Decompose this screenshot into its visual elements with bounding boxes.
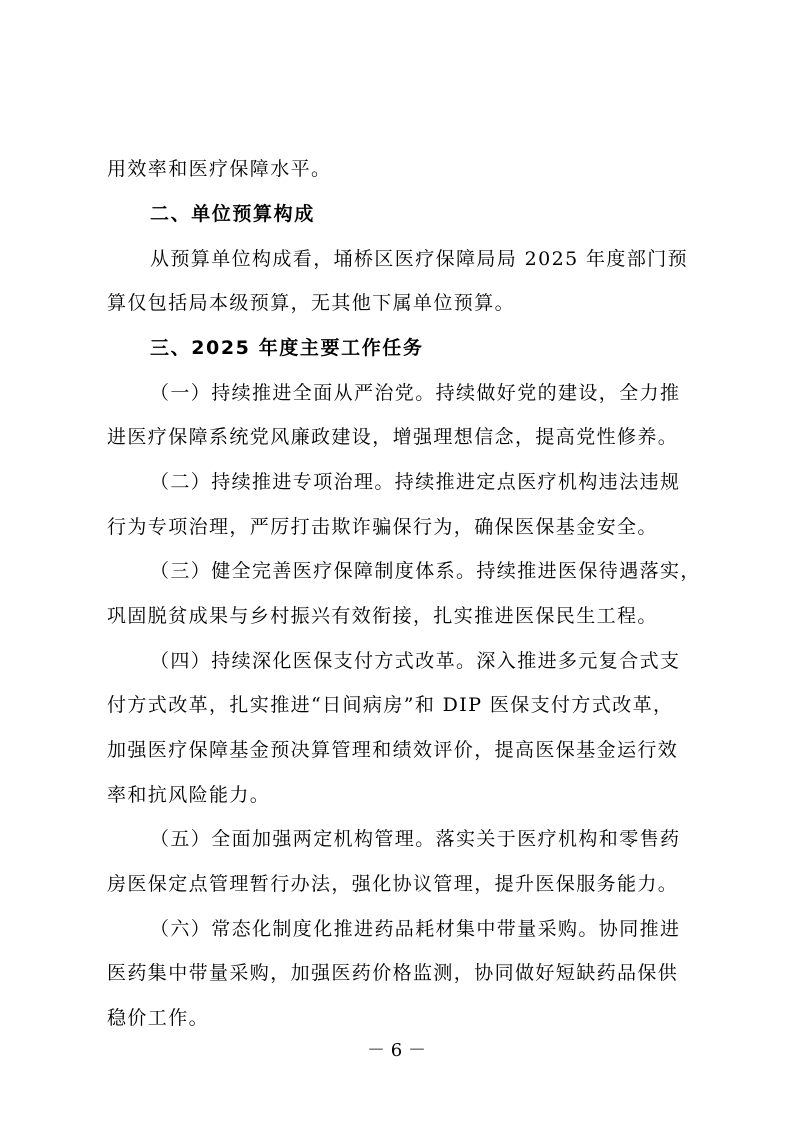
page-number: － 6 － (367, 1040, 426, 1061)
paragraph-line: 医药集中带量采购，加强医药价格监测，协同做好短缺药品保供 (107, 962, 679, 984)
paragraph-line: 率和抗风险能力。 (107, 784, 271, 806)
paragraph-line: （一）持续推进全面从严治党。持续做好党的建设，全力推 (150, 382, 681, 404)
paragraph-line: （六）常态化制度化推进药品耗材集中带量采购。协同推进 (150, 918, 681, 940)
paragraph-line: 稳价工作。 (107, 1007, 210, 1029)
paragraph-line: 加强医疗保障基金预决算管理和绩效评价，提高医保基金运行效 (107, 739, 679, 761)
paragraph-line: 巩固脱贫成果与乡村振兴有效衔接，扎实推进医保民生工程。 (107, 605, 658, 627)
paragraph-line: 付方式改革，扎实推进“日间病房”和 DIP 医保支付方式改革， (107, 694, 674, 716)
section-heading-budget-units: 二、单位预算构成 (150, 203, 315, 225)
paragraph-line: 进医疗保障系统党风廉政建设，增强理想信念，提高党性修养。 (107, 426, 679, 448)
paragraph-line: （四）持续深化医保支付方式改革。深入推进多元复合式支 (150, 650, 681, 672)
paragraph-line: （五）全面加强两定机构管理。落实关于医疗机构和零售药 (150, 828, 681, 850)
paragraph-line: 房医保定点管理暂行办法，强化协议管理，提升医保服务能力。 (107, 873, 679, 895)
paragraph-line: 算仅包括局本级预算，无其他下属单位预算。 (107, 292, 516, 314)
paragraph-line: 用效率和医疗保障水平。 (107, 158, 332, 180)
paragraph-line: 行为专项治理，严厉打击欺诈骗保行为，确保医保基金安全。 (107, 516, 658, 538)
paragraph-line: （三）健全完善医疗保障制度体系。持续推进医保待遇落实， (150, 560, 701, 582)
paragraph-line: （二）持续推进专项治理。持续推进定点医疗机构违法违规 (150, 471, 681, 493)
paragraph-line: 从预算单位构成看，埇桥区医疗保障局局 2025 年度部门预 (150, 248, 689, 270)
section-heading-main-tasks: 三、2025 年度主要工作任务 (150, 337, 424, 359)
